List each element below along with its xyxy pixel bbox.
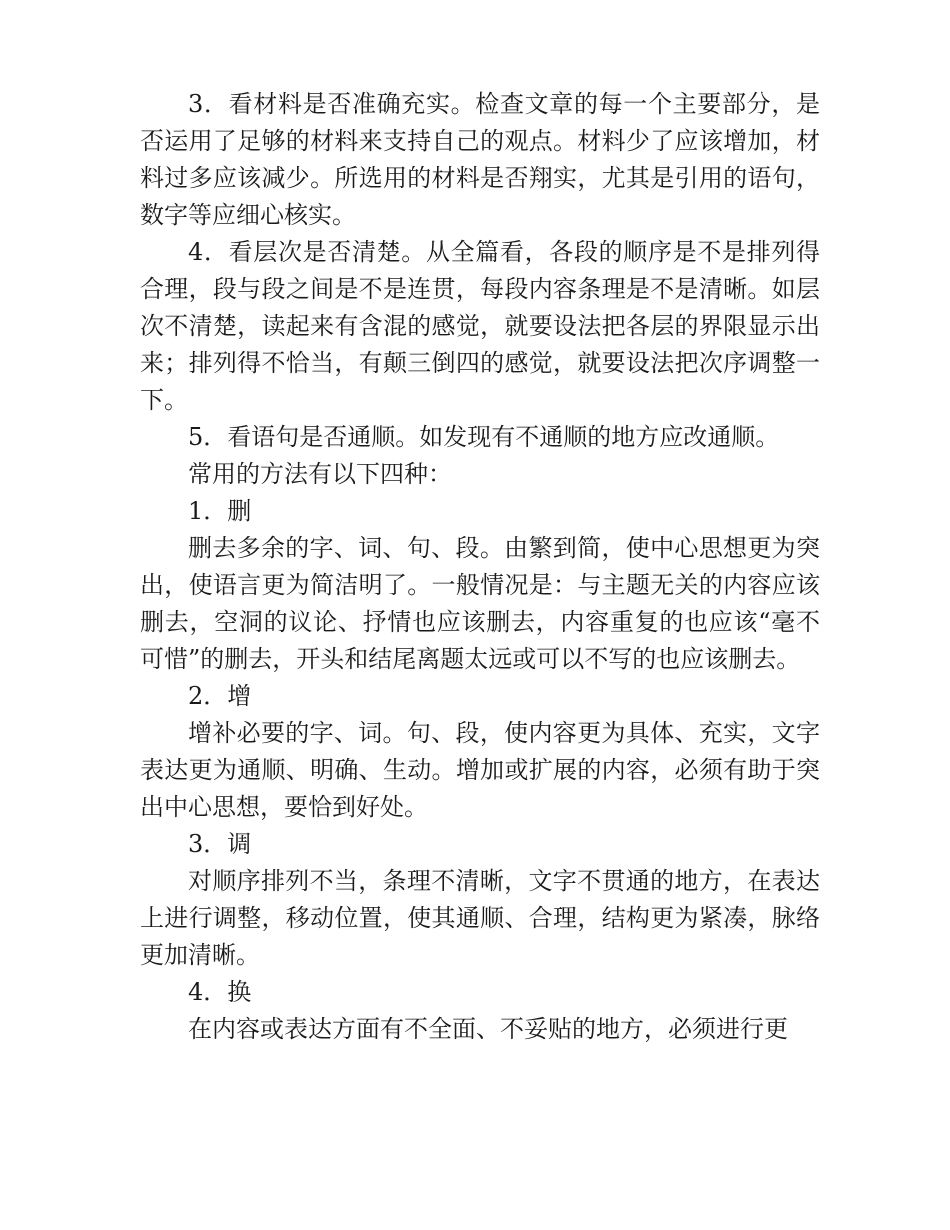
- paragraph-adjust: 对顺序排列不当，条理不清晰，文字不贯通的地方，在表达上进行调整，移动位置，使其通顺、合理，结构更为紧凑，脉络更加清晰。: [140, 867, 820, 969]
- heading-adjust: 3．调: [188, 830, 252, 858]
- paragraph-methods-intro: 常用的方法有以下四种：: [188, 460, 452, 488]
- heading-delete: 1．删: [188, 497, 252, 525]
- document-body: [140, 86, 820, 1048]
- paragraph-replace: 在内容或表达方面有不全面、不妥贴的地方，必须进行更: [188, 1015, 788, 1043]
- heading-add: 2．增: [188, 682, 252, 710]
- paragraph-add: 增补必要的字、词。句、段，使内容更为具体、充实，文字表达更为通顺、明确、生动。增加或扩展的内容，必须有助于突出中心思想，要恰到好处。: [140, 719, 820, 821]
- heading-replace: 4．换: [188, 978, 252, 1006]
- paragraph-check-sentences: 5．看语句是否通顺。如发现有不通顺的地方应改通顺。: [188, 423, 780, 451]
- paragraph-check-structure: 4．看层次是否清楚。从全篇看，各段的顺序是不是排列得合理，段与段之间是不是连贯，每段内容条理是不是清晰。如层次不清楚，读起来有含混的感觉，就要设法把各层的界限显示出来；排列得不恰当，有颠三倒四的感觉，就要设法把次序调整一下。: [140, 238, 820, 414]
- paragraph-delete: 删去多余的字、词、句、段。由繁到简，使中心思想更为突出，使语言更为简洁明了。一般情况是：与主题无关的内容应该删去，空洞的议论、抒情也应该删去，内容重复的也应该“毫不可惜”的删去，开头和结尾离题太远或可以不写的也应该删去。: [140, 534, 820, 673]
- paragraph-check-materials: 3．看材料是否准确充实。检查文章的每一个主要部分，是否运用了足够的材料来支持自己的观点。材料少了应该增加，材料过多应该减少。所选用的材料是否翔实，尤其是引用的语句，数字等应细心核实。: [140, 90, 820, 229]
